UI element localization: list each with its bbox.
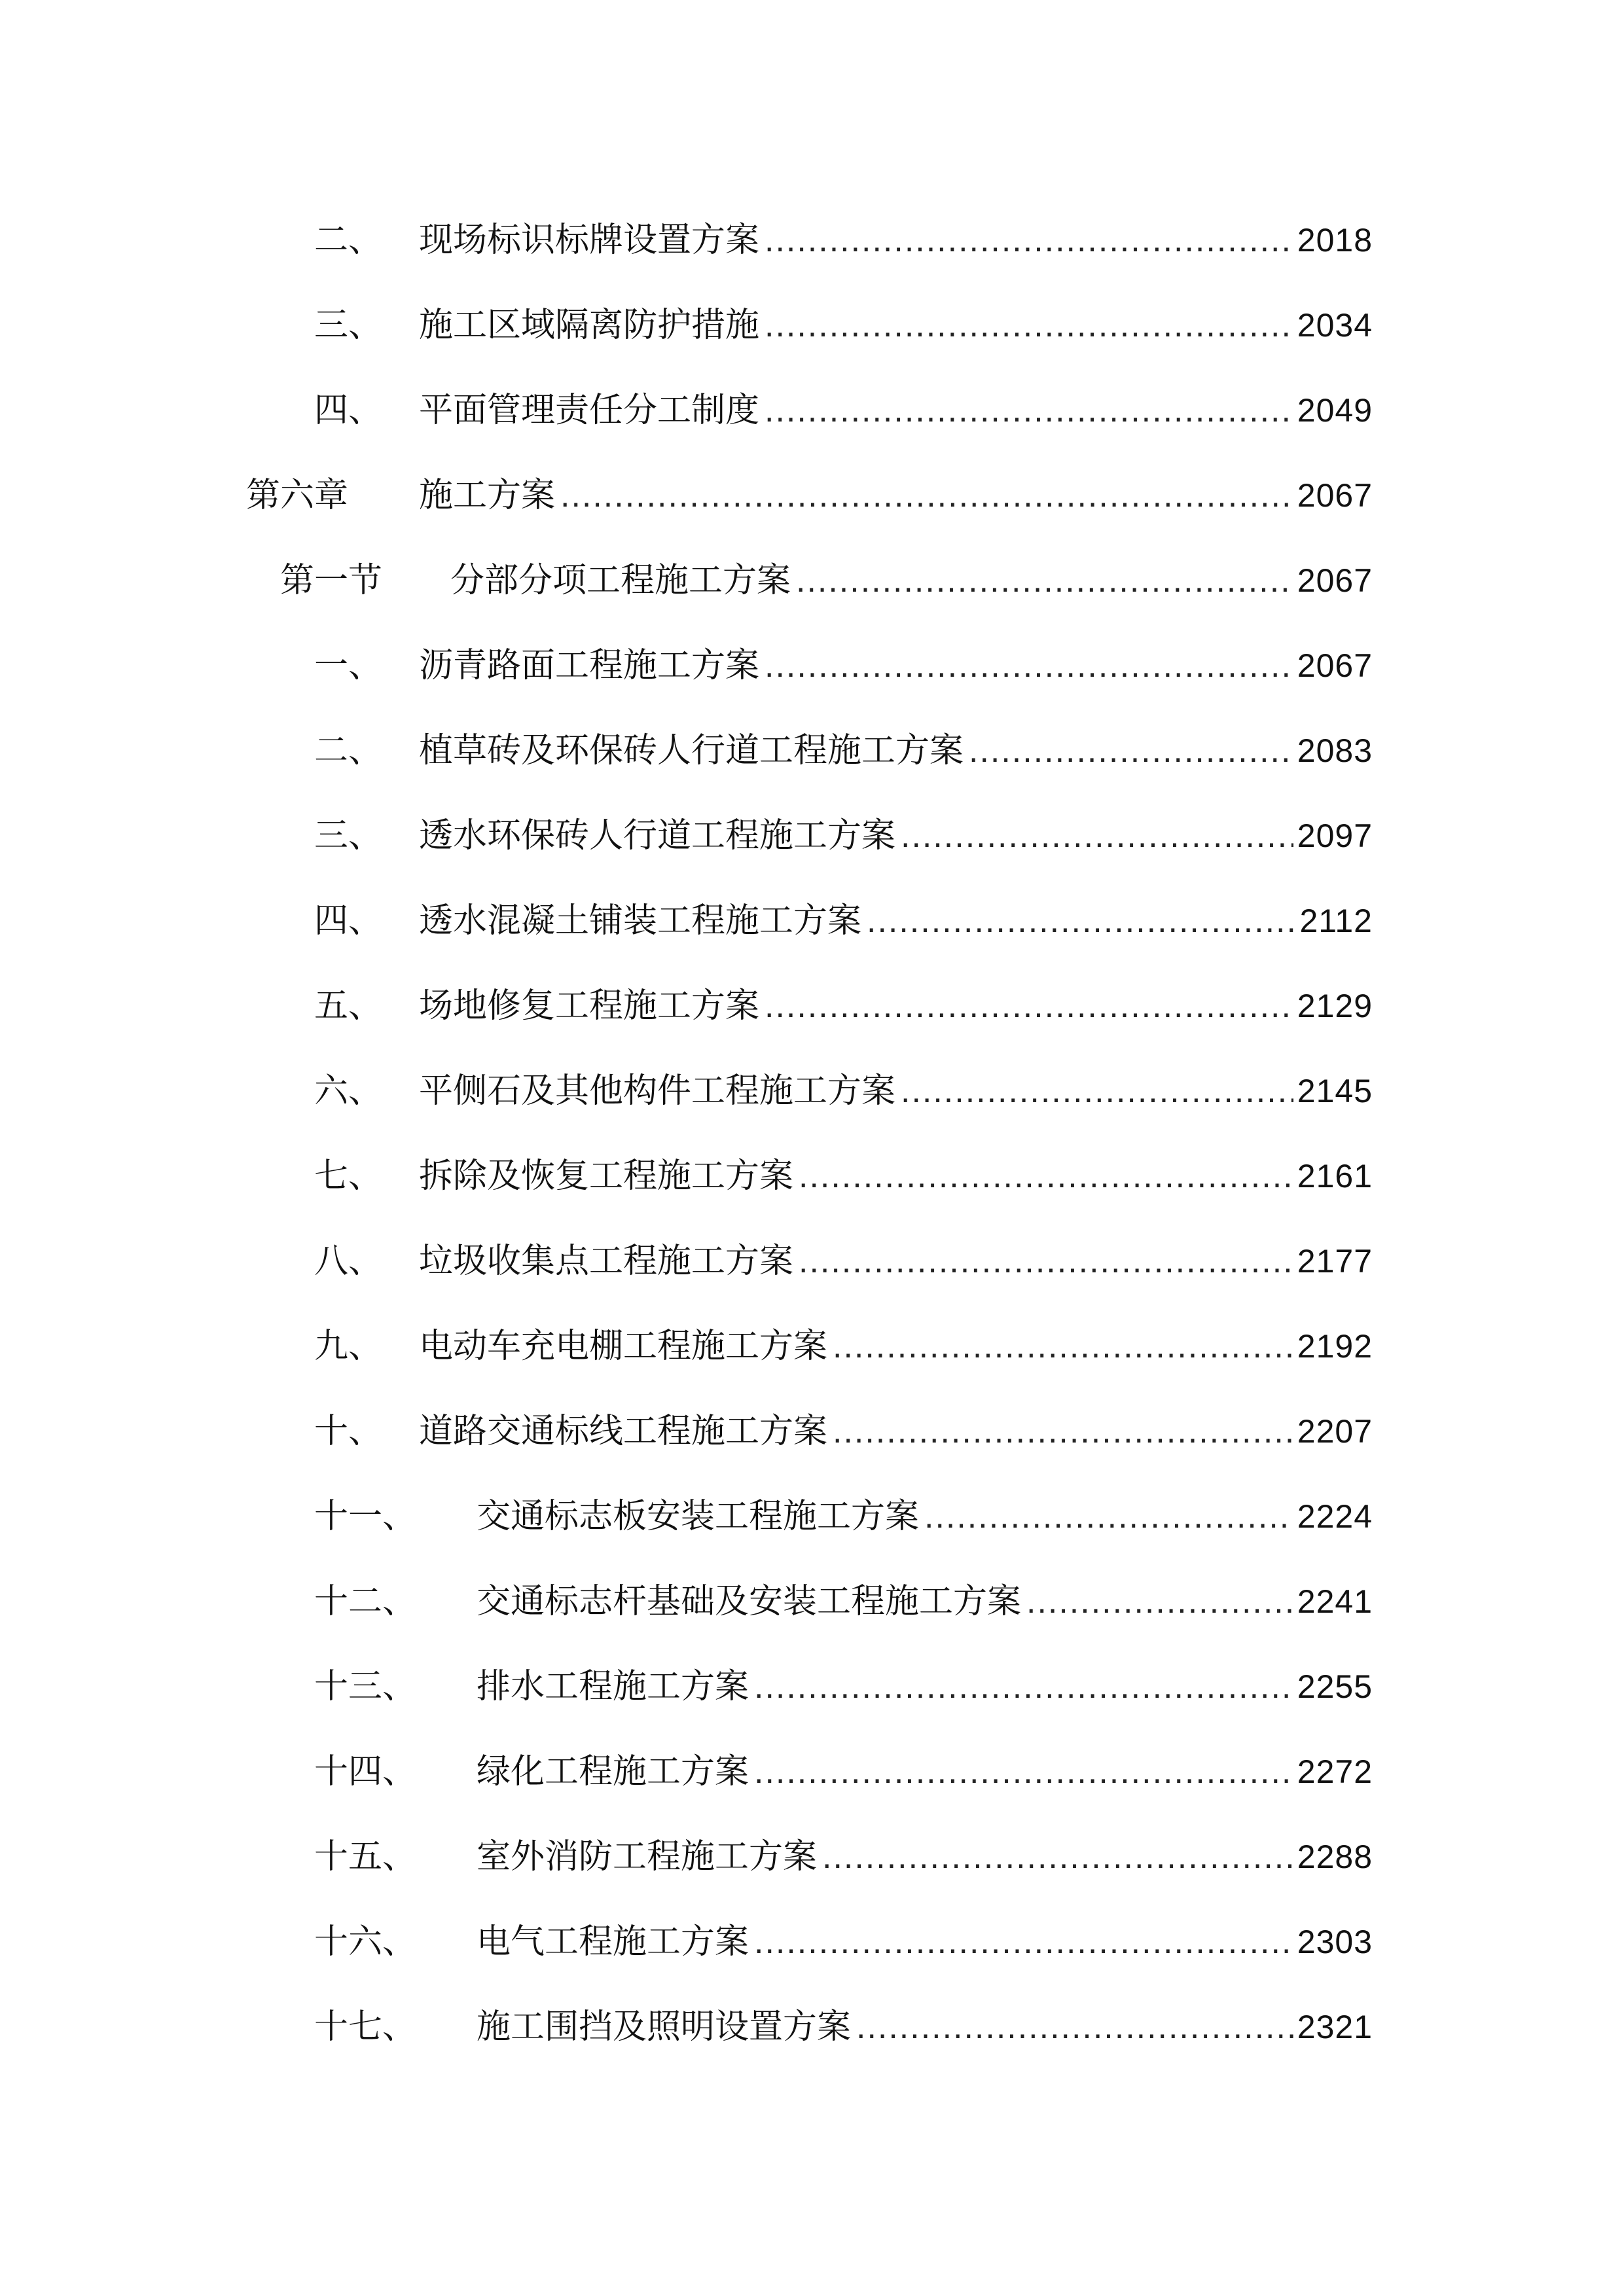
toc-entry-number: 四、 [314,901,383,941]
dot-leader [833,1414,1293,1448]
toc-entry-page: 2067 [1297,647,1373,684]
toc-entry-number: 十七、 [314,2007,417,2047]
toc-entry-title: 道路交通标线工程施工方案 [419,1412,828,1451]
toc-entry-number: 四、 [314,391,383,430]
toc-entry-page: 2145 [1297,1073,1373,1109]
dot-leader [560,478,1293,512]
toc-entry[interactable] [0,708,1624,793]
toc-entry-title: 电气工程施工方案 [477,1922,749,1962]
toc-entry-title: 植草砖及环保砖人行道工程施工方案 [419,731,964,770]
toc-entry-title: 施工区域隔离防护措施 [419,306,760,345]
toc-entry-title: 垃圾收集点工程施工方案 [419,1242,794,1281]
dot-leader [924,1499,1293,1534]
toc-entry-number: 十四、 [314,1752,417,1791]
dot-leader [765,223,1293,257]
toc-entry-title: 场地修复工程施工方案 [419,986,760,1026]
toc-entry[interactable] [0,368,1624,453]
toc-entry-page: 2241 [1297,1583,1373,1620]
toc-entry-number: 六、 [314,1071,383,1111]
toc-chapter[interactable] [0,453,1624,538]
toc-entry[interactable] [0,1644,1624,1729]
dot-leader [969,734,1293,768]
toc-entry-number: 十六、 [314,1922,417,1962]
dot-leader [867,904,1295,938]
dot-leader [799,1159,1293,1193]
dot-leader [754,1925,1293,1959]
toc-entry-title: 交通标志杆基础及安装工程施工方案 [477,1582,1022,1621]
dot-leader [765,393,1293,427]
toc-entry-number: 十五、 [314,1837,417,1876]
toc-entry-number: 二、 [314,221,383,260]
dot-leader [799,1244,1293,1278]
toc-entry[interactable] [0,283,1624,368]
toc-section-title: 分部分项工程施工方案 [450,561,791,600]
toc-entry-number: 二、 [314,731,383,770]
dot-leader [1026,1585,1293,1619]
toc-entry[interactable] [0,1049,1624,1134]
toc-entry-page: 2018 [1297,222,1373,259]
toc-entry-page: 2303 [1297,1924,1373,1960]
toc-entry-title: 排水工程施工方案 [477,1667,749,1706]
toc-entry[interactable] [0,878,1624,963]
toc-entry-number: 一、 [314,646,383,685]
toc-entry-page: 2224 [1297,1498,1373,1535]
toc-entry[interactable] [0,1134,1624,1219]
toc-entry-title: 施工围挡及照明设置方案 [477,2007,852,2047]
toc-entry[interactable] [0,623,1624,708]
toc-entry[interactable] [0,963,1624,1049]
dot-leader [765,308,1293,342]
dot-leader [754,1755,1293,1789]
toc-entry-title: 平侧石及其他构件工程施工方案 [419,1071,896,1111]
toc-entry-title: 拆除及恢复工程施工方案 [419,1157,794,1196]
toc-entry[interactable] [0,1729,1624,1814]
toc-entry-page: 2049 [1297,392,1373,429]
toc-entry-page: 2161 [1297,1158,1373,1194]
toc-chapter-number: 第六章 [246,476,349,515]
toc-entry-title: 平面管理责任分工制度 [419,391,760,430]
toc-entry[interactable] [0,1559,1624,1644]
toc-entry-number: 九、 [314,1327,383,1366]
toc-entry-page: 2207 [1297,1413,1373,1450]
toc-entry-page: 2255 [1297,1668,1373,1705]
toc-entry-title: 透水环保砖人行道工程施工方案 [419,816,896,855]
toc-entry-title: 电动车充电棚工程施工方案 [419,1327,828,1366]
dot-leader [796,564,1293,598]
toc-section[interactable] [0,538,1624,623]
toc-entry-page: 2112 [1299,903,1373,939]
toc-section-page: 2067 [1297,562,1373,599]
dot-leader [754,1670,1293,1704]
dot-leader [833,1329,1293,1363]
dot-leader [901,1074,1293,1108]
toc-entry-title: 交通标志板安装工程施工方案 [477,1497,920,1536]
dot-leader [765,989,1293,1023]
toc-entry[interactable] [0,1304,1624,1389]
toc-entry[interactable] [0,1474,1624,1559]
toc-entry-page: 2321 [1297,2009,1373,2045]
toc-entry-page: 2034 [1297,307,1373,344]
toc-entry-page: 2177 [1297,1243,1373,1280]
dot-leader [856,2010,1293,2044]
toc-entry-number: 三、 [314,306,383,345]
toc-entry-number: 十、 [314,1412,383,1451]
toc-entry-page: 2129 [1297,988,1373,1024]
toc-entry[interactable] [0,1984,1624,2070]
toc-entry-number: 八、 [314,1242,383,1281]
dot-leader [822,1840,1293,1874]
toc-entry[interactable] [0,1814,1624,1899]
dot-leader [765,649,1293,683]
toc-entry-title: 现场标识标牌设置方案 [419,221,760,260]
toc-entry[interactable] [0,198,1624,283]
toc-section-number: 第一节 [280,561,383,600]
toc-entry-title: 透水混凝土铺装工程施工方案 [419,901,862,941]
toc-entry[interactable] [0,793,1624,878]
toc-chapter-title: 施工方案 [419,476,556,515]
toc-entry-number: 十二、 [314,1582,417,1621]
toc-entry-number: 七、 [314,1157,383,1196]
toc-entry-page: 2272 [1297,1753,1373,1790]
toc-entry-page: 2288 [1297,1839,1373,1875]
toc-entry-title: 绿化工程施工方案 [477,1752,749,1791]
dot-leader [901,819,1293,853]
toc-entry-page: 2097 [1297,817,1373,854]
toc-entry-title: 室外消防工程施工方案 [477,1837,818,1876]
toc-entry[interactable] [0,1219,1624,1304]
toc-entry-page: 2083 [1297,732,1373,769]
toc-entry-number: 十三、 [314,1667,417,1706]
toc-entry-number: 十一、 [314,1497,417,1536]
toc-entry-page: 2192 [1297,1328,1373,1365]
toc-entry[interactable] [0,1389,1624,1474]
toc-entry-title: 沥青路面工程施工方案 [419,646,760,685]
toc-entry[interactable] [0,1899,1624,1984]
toc-entry-number: 五、 [314,986,383,1026]
toc-entry-number: 三、 [314,816,383,855]
toc-chapter-page: 2067 [1297,477,1373,514]
